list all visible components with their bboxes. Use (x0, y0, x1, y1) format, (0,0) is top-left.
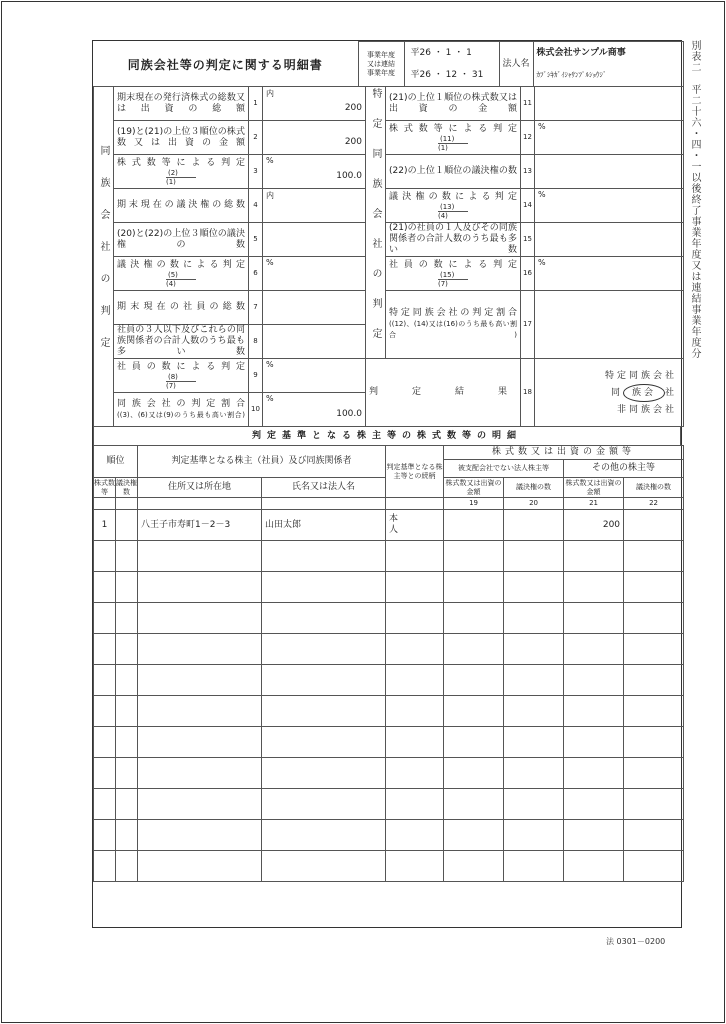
corp-kana-field[interactable]: ｶﾌﾞｼｷｶﾞｲｼｬｻﾝﾌﾟﾙｼｮｳｼﾞ (533, 64, 683, 87)
name-cell[interactable] (262, 820, 386, 851)
shares-header: 株式数又は出資の金額等 (444, 446, 684, 460)
left-row-value-10[interactable]: % 100.0 (263, 393, 366, 427)
relation-cell[interactable] (386, 634, 444, 665)
col-19-cell[interactable] (444, 758, 504, 789)
col-num-21: 21 (564, 498, 624, 510)
left-row-label-7: 期末現在の社員の総数 (114, 291, 249, 325)
form-sheet (92, 40, 682, 928)
col-19-cell[interactable] (444, 603, 504, 634)
left-row-value-7[interactable] (263, 291, 366, 325)
col-20-cell[interactable] (504, 820, 564, 851)
right-row-value-12[interactable]: % (535, 121, 684, 155)
table-row (94, 820, 684, 851)
col-21-cell[interactable]: 200 (564, 510, 624, 541)
rank-header: 順位 (94, 446, 138, 478)
rank-votes-cell[interactable] (116, 851, 138, 882)
rank-shares-header: 株式数等 (94, 478, 115, 496)
col-21-cell[interactable] (564, 820, 624, 851)
col-20-cell[interactable] (504, 572, 564, 603)
name-cell[interactable] (262, 727, 386, 758)
rank-votes-cell[interactable] (116, 696, 138, 727)
name-cell[interactable]: 山田太郎 (262, 510, 386, 541)
rank-shares-cell[interactable] (94, 696, 116, 727)
rank-shares-cell[interactable] (94, 603, 116, 634)
holder-header: 判定基準となる株主（社員）及び同族関係者 (138, 446, 386, 478)
address-cell[interactable] (138, 851, 262, 882)
col-22-cell[interactable] (624, 820, 684, 851)
period-end-field[interactable]: 平26 ・ 12 ・ 31 (404, 64, 499, 87)
rank-shares-cell[interactable] (94, 572, 116, 603)
left-row-no-2: 2 (249, 121, 263, 155)
right-row-value-13[interactable] (535, 155, 684, 189)
right-row-no-12: 12 (521, 121, 535, 155)
address-cell[interactable] (138, 727, 262, 758)
name-cell[interactable] (262, 696, 386, 727)
rank-shares-cell[interactable]: 1 (94, 510, 116, 541)
rank-votes-cell[interactable] (116, 758, 138, 789)
col-19-cell[interactable] (444, 634, 504, 665)
col-22-cell[interactable] (624, 696, 684, 727)
address-cell[interactable]: 八王子市寿町1－2－3 (138, 510, 262, 541)
left-row-no-6: 6 (249, 257, 263, 291)
address-cell[interactable] (138, 758, 262, 789)
left-row-value-6[interactable]: % (263, 257, 366, 291)
left-row-label-5: (20)と(22)の上位３順位の議決権の数 (114, 223, 249, 257)
left-group-label: 同族会社の判定 (94, 87, 114, 427)
left-row-value-4[interactable]: 内 (263, 189, 366, 223)
col-22-cell[interactable] (624, 572, 684, 603)
rank-shares-cell[interactable] (94, 665, 116, 696)
name-cell[interactable] (262, 634, 386, 665)
left-row-label-6: 議決権の数による判定 (5) (4) (114, 257, 249, 291)
left-row-label-8: 社員の３人以下及びこれらの同族関係者の合計人数のうち最も多い数 (114, 325, 249, 359)
col-19-cell[interactable] (444, 665, 504, 696)
col-20-cell[interactable] (504, 665, 564, 696)
col-21-cell[interactable] (564, 727, 624, 758)
form-header (93, 41, 684, 87)
rank-shares-cell[interactable] (94, 541, 116, 572)
address-cell[interactable] (138, 665, 262, 696)
col-20-header: 議決権の数 (504, 478, 564, 498)
address-cell[interactable] (138, 634, 262, 665)
col-19-cell[interactable] (444, 851, 504, 882)
col-20-cell[interactable] (504, 851, 564, 882)
table-row (94, 696, 684, 727)
judgement-section (93, 86, 684, 427)
result-options[interactable] (535, 359, 684, 427)
address-cell[interactable] (138, 820, 262, 851)
right-row-label-11: (21)の上位１順位の株式数又は出資の金額 (386, 87, 521, 121)
name-cell[interactable] (262, 789, 386, 820)
group1-header: 被支配会社でない法人株主等 (444, 460, 564, 478)
col-21-cell[interactable] (564, 696, 624, 727)
col-19-cell[interactable] (444, 541, 504, 572)
col-19-cell[interactable] (444, 727, 504, 758)
col-22-cell[interactable] (624, 851, 684, 882)
table-row (94, 851, 684, 882)
relation-cell[interactable] (386, 820, 444, 851)
left-row-value-1[interactable]: 内 200 (263, 87, 366, 121)
rank-votes-cell[interactable] (116, 541, 138, 572)
relation-cell[interactable] (386, 665, 444, 696)
rank-shares-cell[interactable] (94, 789, 116, 820)
relation-cell[interactable] (386, 603, 444, 634)
result-option-family[interactable]: 同 族会 社 (611, 388, 677, 398)
relation-cell[interactable] (386, 572, 444, 603)
col-19-cell[interactable] (444, 820, 504, 851)
name-cell[interactable] (262, 572, 386, 603)
relation-cell[interactable]: 本 人 (386, 510, 444, 541)
table-row (94, 789, 684, 820)
relation-cell[interactable] (386, 758, 444, 789)
name-header: 氏名又は法人名 (262, 478, 386, 498)
right-row-label-13: (22)の上位１順位の議決権の数 (386, 155, 521, 189)
col-21-cell[interactable] (564, 851, 624, 882)
col-19-cell[interactable] (444, 510, 504, 541)
table-row (94, 572, 684, 603)
right-row-no-13: 13 (521, 155, 535, 189)
col-22-cell[interactable] (624, 510, 684, 541)
left-row-value-2[interactable]: 200 (263, 121, 366, 155)
address-cell[interactable] (138, 541, 262, 572)
address-cell[interactable] (138, 603, 262, 634)
table-row (94, 510, 684, 541)
rank-votes-cell[interactable] (116, 789, 138, 820)
rank-votes-header: 議決権数 (116, 478, 137, 496)
col-20-cell[interactable] (504, 789, 564, 820)
left-row-no-10: 10 (249, 393, 263, 427)
left-row-label-2: (19)と(21)の上位３順位の株式数又は出資の金額 (114, 121, 249, 155)
right-row-label-16: 社員の数による判定 (15) (7) (386, 257, 521, 291)
table-row (94, 541, 684, 572)
col-22-cell[interactable] (624, 789, 684, 820)
rank-votes-cell[interactable] (116, 572, 138, 603)
right-row-value-14[interactable]: % (535, 189, 684, 223)
corp-name-label: 法人名 (499, 42, 533, 87)
col-num-22: 22 (624, 498, 684, 510)
rank-shares-cell[interactable] (94, 727, 116, 758)
left-row-label-9: 社員の数による判定 (8) (7) (114, 359, 249, 393)
rank-shares-cell[interactable] (94, 851, 116, 882)
left-row-value-5[interactable] (263, 223, 366, 257)
left-row-value-3[interactable]: % 100.0 (263, 155, 366, 189)
relation-header: 判定基準となる株主等との続柄 (386, 446, 444, 498)
left-row-no-7: 7 (249, 291, 263, 325)
right-group-label: 特定同族会社の判定 (366, 87, 386, 359)
right-row-value-15[interactable] (535, 223, 684, 257)
left-row-no-4: 4 (249, 189, 263, 223)
left-row-label-10: 同族会社の判定割合 ((3)、(6)又は(9)のうち最も高い割合) (114, 393, 249, 427)
right-row-no-11: 11 (521, 87, 535, 121)
right-row-no-15: 15 (521, 223, 535, 257)
shareholder-table (93, 445, 684, 882)
result-selected-circle: 族会 (623, 384, 665, 402)
left-row-label-4: 期末現在の議決権の総数 (114, 189, 249, 223)
address-cell[interactable] (138, 696, 262, 727)
left-row-value-8[interactable] (263, 325, 366, 359)
rank-votes-cell[interactable] (116, 665, 138, 696)
col-20-cell[interactable] (504, 758, 564, 789)
address-cell[interactable] (138, 572, 262, 603)
name-cell[interactable] (262, 665, 386, 696)
rank-votes-cell[interactable] (116, 634, 138, 665)
col-21-cell[interactable] (564, 572, 624, 603)
left-row-label-1: 期末現在の発行済株式の総数又は出資の総額 (114, 87, 249, 121)
col-19-header: 株式数又は出資の金額 (445, 478, 502, 496)
rank-shares-cell[interactable] (94, 820, 116, 851)
right-row-value-11[interactable] (535, 87, 684, 121)
left-row-value-9[interactable]: % (263, 359, 366, 393)
corp-name-field[interactable]: 株式会社サンプル商事 (533, 42, 683, 65)
rank-votes-cell[interactable] (116, 820, 138, 851)
detail-section-header (93, 426, 681, 446)
col-20-cell[interactable] (504, 603, 564, 634)
col-20-cell[interactable] (504, 634, 564, 665)
col-21-cell[interactable] (564, 541, 624, 572)
col-20-cell[interactable] (504, 541, 564, 572)
form-title: 同族会社等の判定に関する明細書 (127, 57, 323, 72)
group2-header: その他の株主等 (564, 460, 684, 478)
rank-shares-cell[interactable] (94, 634, 116, 665)
col-22-cell[interactable] (624, 665, 684, 696)
col-num-19: 19 (444, 498, 504, 510)
detail-section-title: 判定基準となる株主等の株式数等の明細 (94, 427, 681, 446)
left-row-no-9: 9 (249, 359, 263, 393)
col-21-header: 株式数又は出資の金額 (565, 478, 622, 496)
left-row-no-3: 3 (249, 155, 263, 189)
table-row (94, 727, 684, 758)
form-side-label: 別表二 平二十六・四・一以後終了事業年度又は連結事業年度分 (689, 40, 700, 359)
rank-votes-cell[interactable] (116, 510, 138, 541)
name-cell[interactable] (262, 758, 386, 789)
name-cell[interactable] (262, 603, 386, 634)
result-label: 判定結果 (366, 359, 521, 427)
result-no: 18 (521, 359, 535, 427)
right-row-no-14: 14 (521, 189, 535, 223)
left-row-label-3: 株式数等による判定 (2) (1) (114, 155, 249, 189)
col-22-cell[interactable] (624, 634, 684, 665)
col-21-cell[interactable] (564, 603, 624, 634)
relation-cell[interactable] (386, 789, 444, 820)
col-20-cell[interactable] (504, 727, 564, 758)
right-row-no-17: 17 (521, 291, 535, 359)
rank-shares-cell[interactable] (94, 758, 116, 789)
right-row-value-17[interactable] (535, 291, 684, 359)
relation-cell[interactable] (386, 541, 444, 572)
table-row (94, 634, 684, 665)
col-19-cell[interactable] (444, 789, 504, 820)
period-label: 事業年度 又は連結 事業年度 (358, 42, 404, 87)
relation-cell[interactable] (386, 851, 444, 882)
address-cell[interactable] (138, 789, 262, 820)
col-20-cell[interactable] (504, 510, 564, 541)
right-row-label-14: 議決権の数による判定 (13) (4) (386, 189, 521, 223)
name-cell[interactable] (262, 851, 386, 882)
table-row (94, 758, 684, 789)
relation-cell[interactable] (386, 727, 444, 758)
right-row-label-15: (21)の社員の１人及びその同族関係者の合計人数のうち最も多い数 (386, 223, 521, 257)
col-22-cell[interactable] (624, 727, 684, 758)
table-row (94, 665, 684, 696)
form-code: 法 0301－0200 (606, 937, 666, 946)
col-21-cell[interactable] (564, 665, 624, 696)
col-20-cell[interactable] (504, 696, 564, 727)
left-row-no-1: 1 (249, 87, 263, 121)
table-row (94, 603, 684, 634)
col-22-header: 議決権の数 (624, 478, 684, 498)
result-option-non-family[interactable]: 非同族会社 (616, 404, 677, 415)
address-header: 住所又は所在地 (138, 478, 262, 498)
rank-votes-cell[interactable] (116, 603, 138, 634)
col-22-cell[interactable] (624, 758, 684, 789)
right-row-value-16[interactable]: % (535, 257, 684, 291)
col-21-cell[interactable] (564, 634, 624, 665)
name-cell[interactable] (262, 541, 386, 572)
col-22-cell[interactable] (624, 541, 684, 572)
rank-votes-cell[interactable] (116, 727, 138, 758)
right-row-label-17: 特定同族会社の判定割合 ((12)、(14)又は(16)のうち最も高い割合) (386, 291, 521, 359)
col-19-cell[interactable] (444, 572, 504, 603)
left-row-no-8: 8 (249, 325, 263, 359)
col-19-cell[interactable] (444, 696, 504, 727)
right-row-no-16: 16 (521, 257, 535, 291)
result-option-specific[interactable]: 特定同族会社 (604, 370, 677, 381)
right-row-label-12: 株式数等による判定 (11) (1) (386, 121, 521, 155)
relation-cell[interactable] (386, 696, 444, 727)
col-21-cell[interactable] (564, 758, 624, 789)
left-row-no-5: 5 (249, 223, 263, 257)
col-num-20: 20 (504, 498, 564, 510)
col-22-cell[interactable] (624, 603, 684, 634)
period-start-field[interactable]: 平26 ・ 1 ・ 1 (404, 42, 499, 65)
col-21-cell[interactable] (564, 789, 624, 820)
